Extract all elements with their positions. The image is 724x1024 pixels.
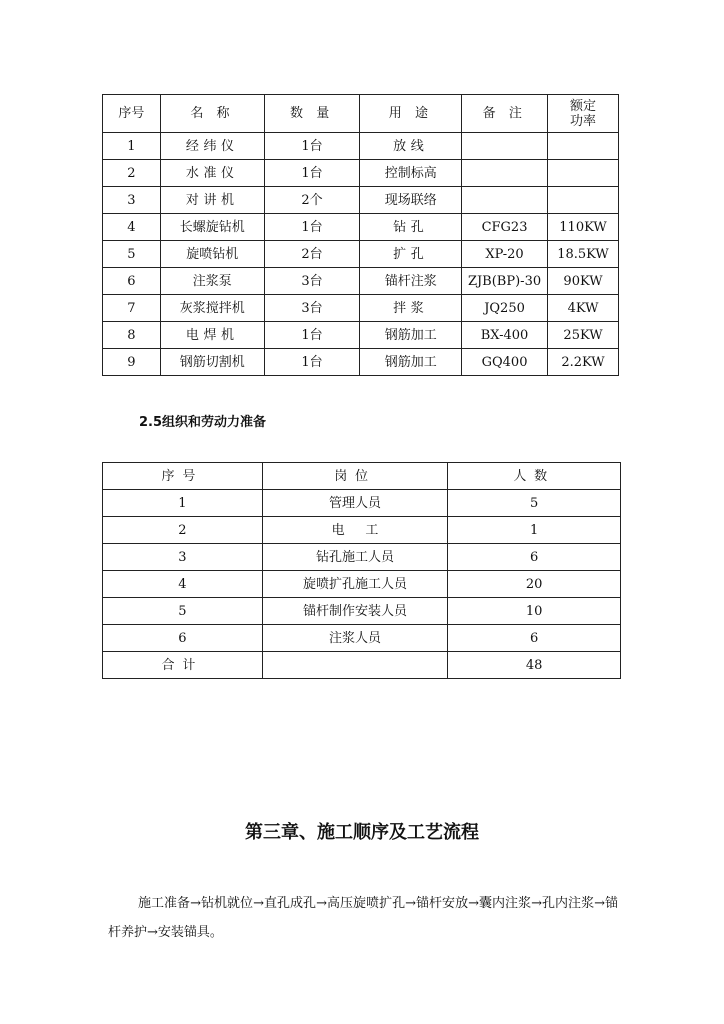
cell-remarks: XP-20 bbox=[462, 241, 548, 268]
cell-headcount: 10 bbox=[448, 598, 621, 625]
cell-name: 经纬仪 bbox=[160, 133, 264, 160]
cell-name: 长螺旋钻机 bbox=[160, 214, 264, 241]
cell-quantity: 3台 bbox=[264, 295, 360, 322]
cell-power: 4KW bbox=[548, 295, 619, 322]
cell-quantity: 2个 bbox=[264, 187, 360, 214]
cell-power bbox=[548, 133, 619, 160]
cell-remarks: JQ250 bbox=[462, 295, 548, 322]
cell-quantity: 1台 bbox=[264, 322, 360, 349]
cell-name: 灰浆搅拌机 bbox=[160, 295, 264, 322]
cell-index: 4 bbox=[103, 571, 263, 598]
header-remarks: 备 注 bbox=[462, 95, 548, 133]
cell-post: 钻孔施工人员 bbox=[262, 544, 448, 571]
cell-index: 9 bbox=[103, 349, 161, 376]
table-row bbox=[103, 625, 621, 652]
cell-index: 6 bbox=[103, 268, 161, 295]
cell-power: 90KW bbox=[548, 268, 619, 295]
staff-table bbox=[102, 462, 621, 679]
cell-purpose: 钢筋加工 bbox=[360, 349, 462, 376]
cell-remarks: ZJB(BP)-30 bbox=[462, 268, 548, 295]
cell-purpose: 扩孔 bbox=[360, 241, 462, 268]
header-post: 岗位 bbox=[262, 463, 448, 490]
cell-index: 1 bbox=[103, 490, 263, 517]
table-row bbox=[103, 349, 619, 376]
cell-purpose: 钢筋加工 bbox=[360, 322, 462, 349]
cell-power bbox=[548, 160, 619, 187]
cell-quantity: 1台 bbox=[264, 160, 360, 187]
table-row bbox=[103, 187, 619, 214]
cell-index: 2 bbox=[103, 517, 263, 544]
table-row bbox=[103, 214, 619, 241]
cell-purpose: 锚杆注浆 bbox=[360, 268, 462, 295]
cell-name: 钢筋切割机 bbox=[160, 349, 264, 376]
cell-remarks: CFG23 bbox=[462, 214, 548, 241]
cell-power bbox=[548, 187, 619, 214]
table-row bbox=[103, 322, 619, 349]
cell-purpose: 拌浆 bbox=[360, 295, 462, 322]
cell-name: 对讲机 bbox=[160, 187, 264, 214]
cell-remarks bbox=[462, 160, 548, 187]
cell-headcount: 6 bbox=[448, 625, 621, 652]
staff-header-row bbox=[103, 463, 621, 490]
cell-quantity: 1台 bbox=[264, 214, 360, 241]
cell-index: 3 bbox=[103, 187, 161, 214]
cell-post: 注浆人员 bbox=[262, 625, 448, 652]
table-row bbox=[103, 517, 621, 544]
cell-quantity: 3台 bbox=[264, 268, 360, 295]
cell-name: 电焊机 bbox=[160, 322, 264, 349]
cell-power: 18.5KW bbox=[548, 241, 619, 268]
cell-power: 2.2KW bbox=[548, 349, 619, 376]
cell-index: 6 bbox=[103, 625, 263, 652]
table-row bbox=[103, 571, 621, 598]
cell-headcount: 1 bbox=[448, 517, 621, 544]
header-index: 序号 bbox=[103, 463, 263, 490]
cell-headcount: 6 bbox=[448, 544, 621, 571]
cell-purpose: 现场联络 bbox=[360, 187, 462, 214]
header-rated-power: 额定 功率 bbox=[548, 95, 619, 133]
cell-quantity: 1台 bbox=[264, 349, 360, 376]
cell-purpose: 放线 bbox=[360, 133, 462, 160]
cell-name: 旋喷钻机 bbox=[160, 241, 264, 268]
cell-quantity: 1台 bbox=[264, 133, 360, 160]
cell-index: 2 bbox=[103, 160, 161, 187]
total-headcount: 48 bbox=[448, 652, 621, 679]
cell-purpose: 控制标高 bbox=[360, 160, 462, 187]
cell-remarks bbox=[462, 133, 548, 160]
cell-post: 旋喷扩孔施工人员 bbox=[262, 571, 448, 598]
cell-remarks bbox=[462, 187, 548, 214]
cell-index: 7 bbox=[103, 295, 161, 322]
total-label: 合计 bbox=[103, 652, 263, 679]
cell-headcount: 5 bbox=[448, 490, 621, 517]
equipment-table bbox=[102, 94, 619, 376]
table-row bbox=[103, 268, 619, 295]
header-name: 名 称 bbox=[160, 95, 264, 133]
cell-index: 8 bbox=[103, 322, 161, 349]
cell-name: 注浆泵 bbox=[160, 268, 264, 295]
table-row bbox=[103, 490, 621, 517]
table-row bbox=[103, 295, 619, 322]
equipment-header-row bbox=[103, 95, 619, 133]
cell-index: 1 bbox=[103, 133, 161, 160]
total-row bbox=[103, 652, 621, 679]
cell-name: 水准仪 bbox=[160, 160, 264, 187]
header-headcount: 人数 bbox=[448, 463, 621, 490]
section-heading: 2.5组织和劳动力准备 bbox=[139, 415, 267, 430]
cell-purpose: 钻孔 bbox=[360, 214, 462, 241]
table-row bbox=[103, 598, 621, 625]
cell-index: 5 bbox=[103, 598, 263, 625]
cell-post: 电工 bbox=[262, 517, 448, 544]
cell-index: 3 bbox=[103, 544, 263, 571]
header-quantity: 数 量 bbox=[264, 95, 360, 133]
cell-index: 4 bbox=[103, 214, 161, 241]
header-index: 序号 bbox=[103, 95, 161, 133]
total-post bbox=[262, 652, 448, 679]
table-row bbox=[103, 133, 619, 160]
cell-remarks: GQ400 bbox=[462, 349, 548, 376]
cell-power: 110KW bbox=[548, 214, 619, 241]
table-row bbox=[103, 160, 619, 187]
cell-remarks: BX-400 bbox=[462, 322, 548, 349]
cell-post: 锚杆制作安装人员 bbox=[262, 598, 448, 625]
chapter-title: 第三章、施工顺序及工艺流程 bbox=[245, 822, 479, 843]
cell-index: 5 bbox=[103, 241, 161, 268]
cell-post: 管理人员 bbox=[262, 490, 448, 517]
table-row bbox=[103, 241, 619, 268]
cell-power: 25KW bbox=[548, 322, 619, 349]
table-row bbox=[103, 544, 621, 571]
cell-headcount: 20 bbox=[448, 571, 621, 598]
header-purpose: 用 途 bbox=[360, 95, 462, 133]
process-flow-paragraph: 施工准备→钻机就位→直孔成孔→高压旋喷扩孔→锚杆安放→囊内注浆→孔内注浆→锚杆养护→安装锚具。 bbox=[108, 896, 618, 940]
cell-quantity: 2台 bbox=[264, 241, 360, 268]
